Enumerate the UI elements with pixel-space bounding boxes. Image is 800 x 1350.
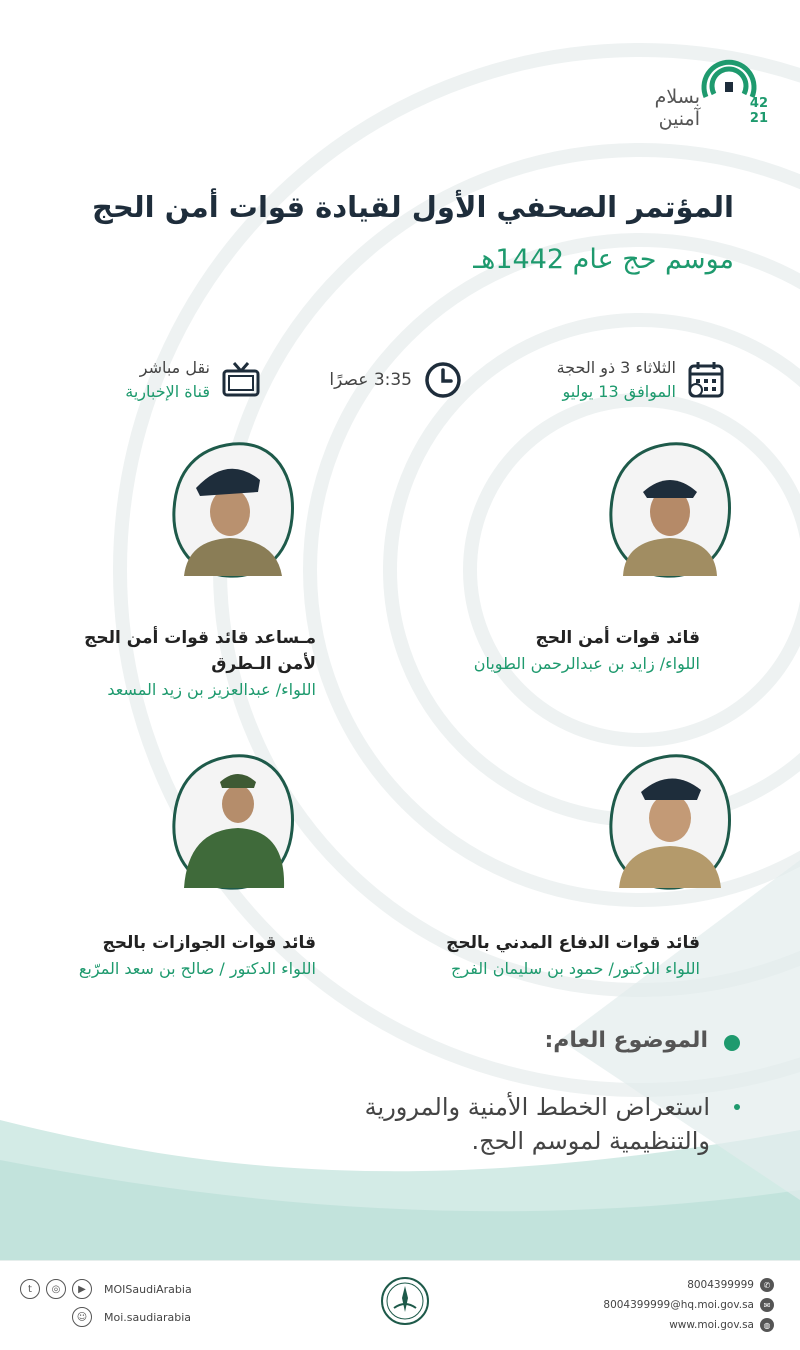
date-line2: الموافق 13 يوليو — [562, 382, 676, 401]
broadcast-line2: قناة الإخبارية — [125, 382, 210, 401]
person-3-name: اللواء الدكتور/ حمود بن سليمان الفرج — [451, 959, 700, 978]
date-info — [557, 350, 728, 410]
social-handle-2[interactable]: Moi.saudiarabia — [104, 1310, 192, 1324]
footer-website[interactable]: www.moi.gov.sa — [669, 1319, 754, 1331]
person-2 — [84, 625, 316, 703]
portrait-photo — [605, 440, 735, 580]
person-4-role: قائد قوات الجوازات بالحج — [102, 933, 316, 953]
portrait-photo — [605, 752, 735, 892]
topic-text-line1: استعراض الخطط الأمنية والمرورية — [364, 1093, 710, 1121]
date-line1: الثلاثاء 3 ذو الحجة — [556, 358, 676, 377]
person-4 — [79, 930, 316, 982]
footer-phone[interactable]: 8004399999 — [687, 1279, 754, 1291]
phone-icon: ✆ — [760, 1278, 774, 1292]
logo-line1: بسلام — [654, 86, 700, 108]
tv-icon — [220, 359, 262, 401]
topic-item-bullet-icon — [734, 1104, 740, 1110]
person-2-name: اللواء/ عبدالعزيز بن زيد المسعد — [107, 680, 316, 699]
person-4-name: اللواء الدكتور / صالح بن سعد المرّبع — [78, 959, 316, 978]
portrait-photo — [168, 440, 298, 580]
clock-icon — [422, 359, 464, 401]
instagram-icon[interactable]: ◎ — [46, 1279, 66, 1299]
logo-num-top: 42 — [749, 96, 768, 111]
page-subtitle: موسم حج عام 1442هـ — [473, 244, 734, 275]
person-1-role: قائد قوات أمن الحج — [535, 628, 700, 648]
person-1 — [474, 625, 700, 677]
person-1-name: اللواء/ زايد بن عبدالرحمن الطويان — [473, 654, 700, 673]
snapchat-icon[interactable]: ☺ — [72, 1307, 92, 1327]
footer — [0, 1260, 800, 1350]
time-text: 3:35 عصرًا — [329, 370, 412, 390]
brand-logo — [622, 52, 772, 132]
person-2-role-line1: مـساعد قائد قوات أمن الحج — [84, 628, 316, 648]
youtube-icon[interactable]: ▶ — [72, 1279, 92, 1299]
person-2-role-line2: لأمن الـطرق — [211, 654, 316, 674]
social-handle-1[interactable]: MOISaudiArabia — [104, 1282, 192, 1296]
page-title: المؤتمر الصحفي الأول لقيادة قوات أمن الحج — [91, 190, 734, 224]
footer-email[interactable]: 8004399999@hq.moi.gov.sa — [603, 1299, 754, 1311]
calendar-icon — [686, 359, 728, 401]
topic-text-line2: والتنظيمية لموسم الحج. — [471, 1127, 710, 1155]
globe-icon: ◍ — [760, 1318, 774, 1332]
topic-text — [290, 1090, 710, 1158]
logo-line2: آمنين — [658, 108, 700, 130]
time-info — [329, 350, 464, 410]
logo-num-bottom: 21 — [749, 111, 768, 126]
broadcast-line1: نقل مباشر — [139, 358, 210, 377]
portrait-photo — [168, 752, 298, 892]
broadcast-info — [125, 350, 262, 410]
topic-bullet-icon — [724, 1035, 740, 1051]
topic-title: الموضوع العام: — [544, 1028, 708, 1053]
ministry-emblem-icon — [380, 1276, 430, 1326]
twitter-icon[interactable]: t — [20, 1279, 40, 1299]
person-3 — [446, 930, 700, 982]
email-icon: ✉ — [760, 1298, 774, 1312]
person-3-role: قائد قوات الدفاع المدني بالحج — [446, 933, 700, 953]
